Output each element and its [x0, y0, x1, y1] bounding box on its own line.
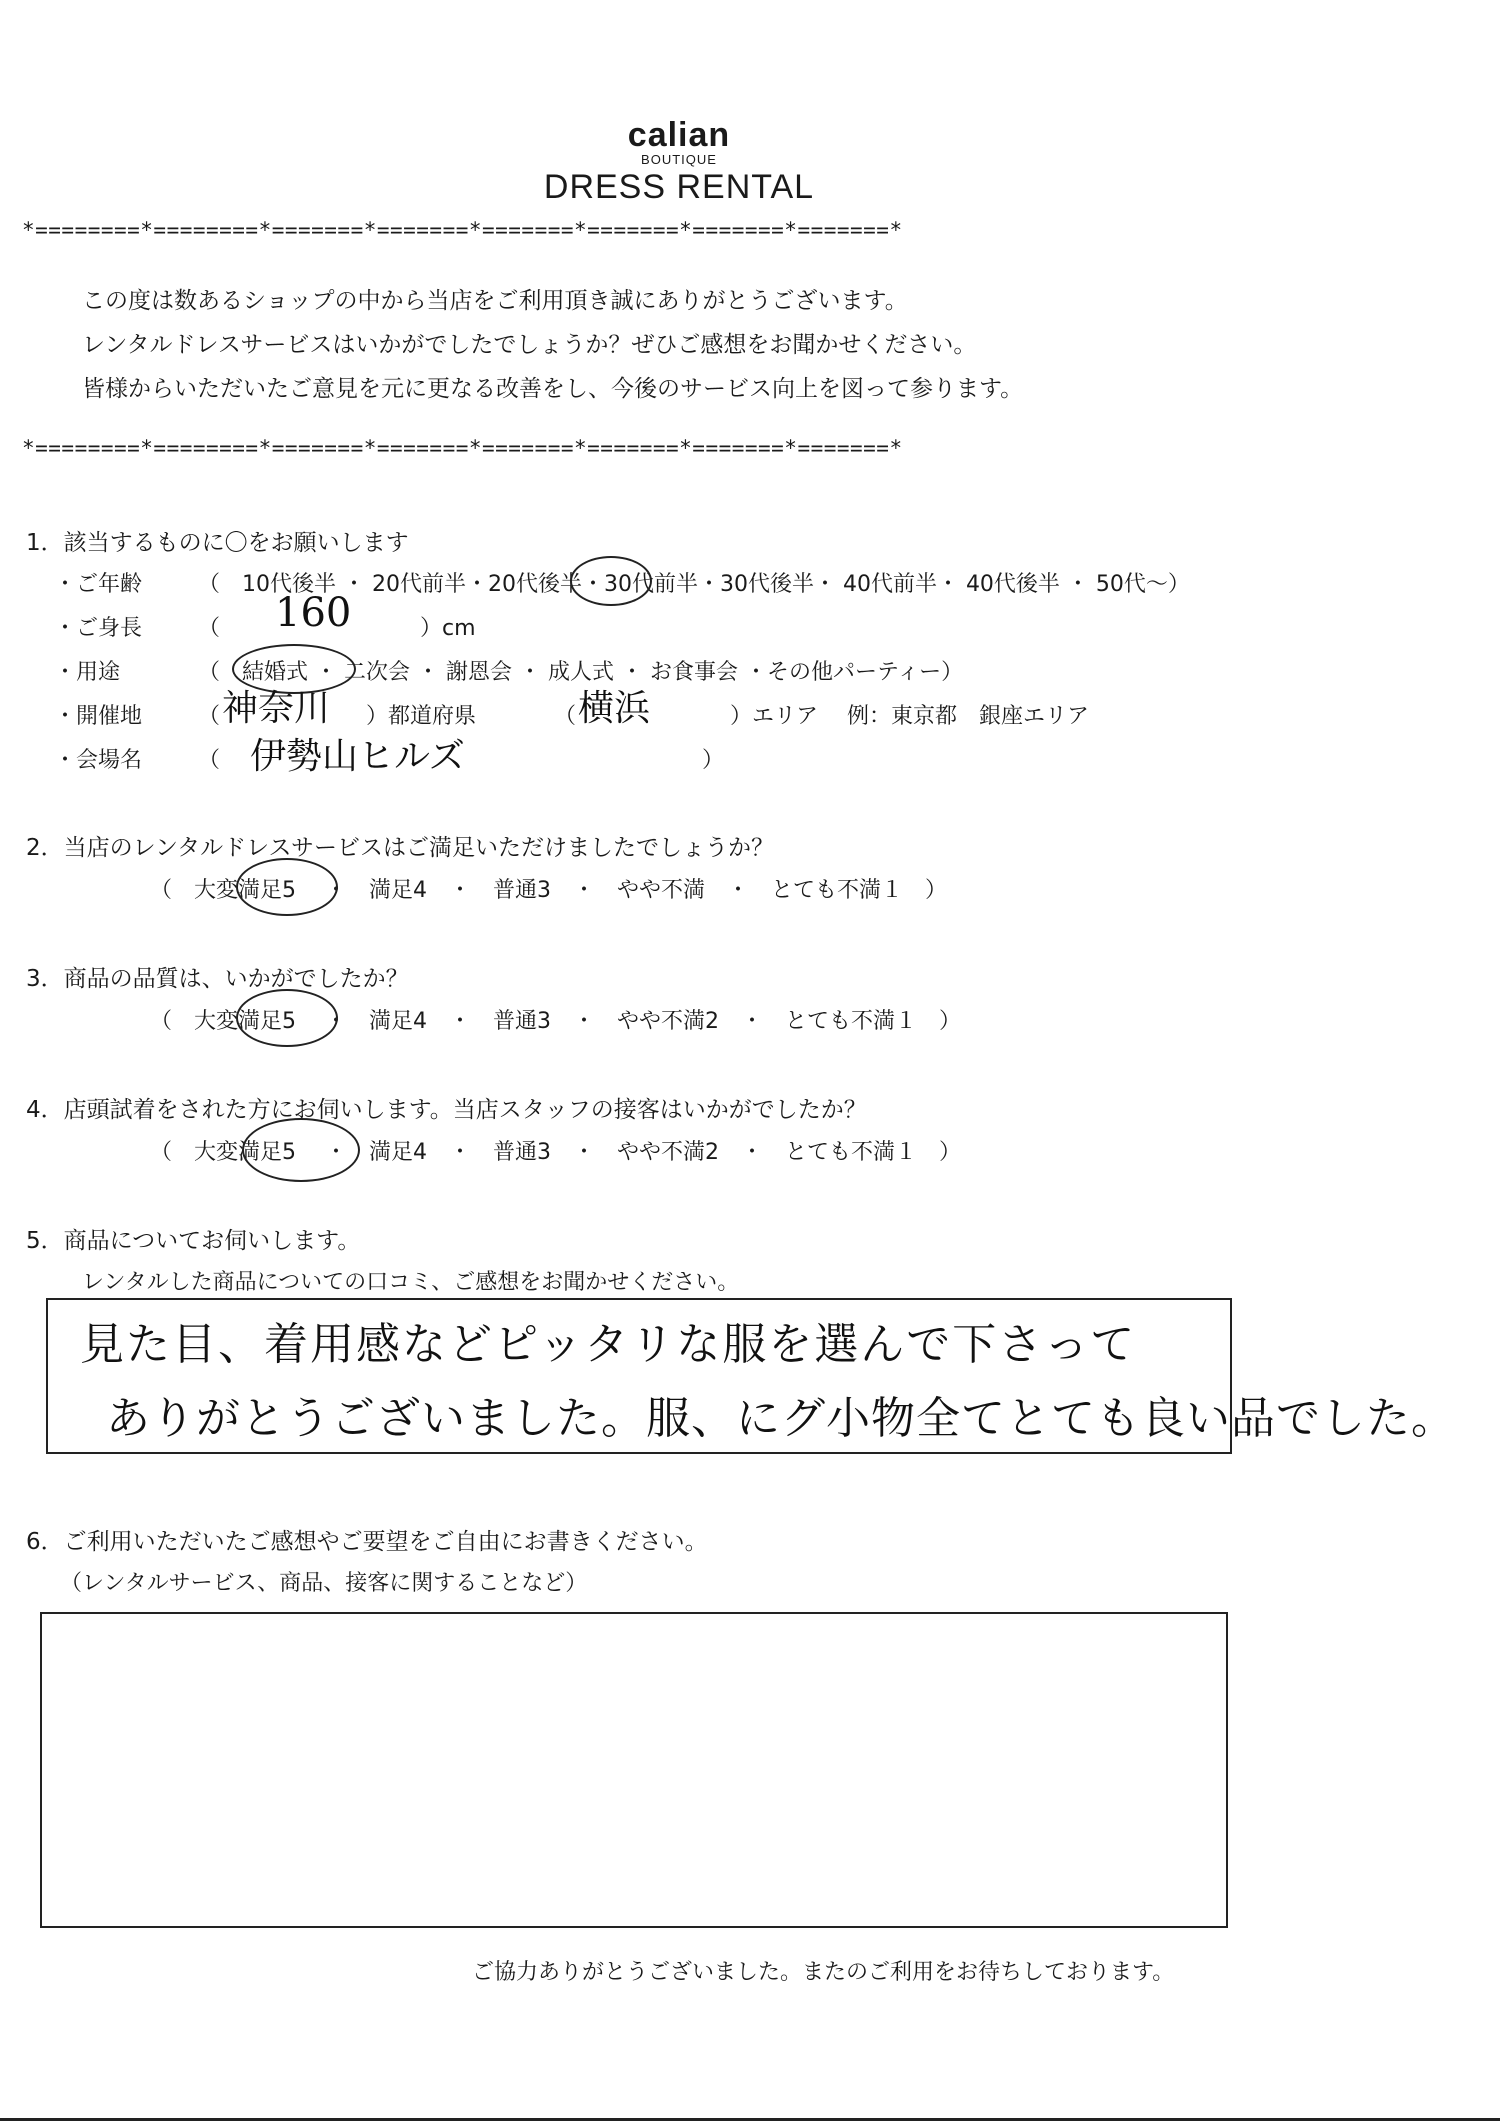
- height-value: 160: [275, 590, 352, 636]
- answer-circle: [236, 989, 338, 1047]
- page-title: DRESS RENTAL: [543, 168, 815, 206]
- purpose-options: （ 結婚式 ・ 二次会 ・ 謝恩会 ・ 成人式 ・ お食事会 ・その他パーティー）: [198, 660, 964, 685]
- answer-circle: [570, 556, 652, 606]
- age-label: ・ご年齢: [54, 572, 143, 597]
- separator-bottom: *========*========*=======*=======*=======*=======*=======*=======*: [22, 436, 903, 460]
- q2-title: 2．当店のレンタルドレスサービスはご満足いただけましたでしょうか？: [26, 835, 774, 861]
- q5-answer-line-2: ありがとうございました。服、にグ小物全てとても良い品でした。: [106, 1393, 1456, 1444]
- q6-answer-box[interactable]: [40, 1612, 1228, 1928]
- height-open: （: [198, 616, 221, 641]
- q4-title: 4．店頭試着をされた方にお伺いします。当店スタッフの接客はいかがでしたか？: [26, 1097, 867, 1123]
- intro-line-1: この度は数あるショップの中から当店をご利用頂き誠にありがとうございます。: [82, 288, 908, 314]
- age-options: （ 10代後半 ・ 20代前半・20代後半・30代前半・30代後半・ 40代前半・ 40代後半 ・ 50代〜）: [198, 572, 1190, 597]
- prefecture-value: 神奈川: [222, 688, 331, 729]
- answer-circle: [242, 1118, 360, 1182]
- intro-line-3: 皆様からいただいたご意見を元に更なる改善をし、今後のサービス向上を図って参ります。: [82, 376, 1024, 402]
- area-open: （: [554, 704, 577, 729]
- hall-value: 伊勢山ヒルズ: [250, 736, 465, 777]
- answer-circle: [236, 858, 338, 916]
- q5-title: 5．商品についてお伺いします。: [26, 1228, 361, 1254]
- hall-open: （: [198, 748, 221, 773]
- q3-title: 3．商品の品質は、いかがでしたか？: [26, 966, 409, 992]
- purpose-label: ・用途: [54, 660, 121, 685]
- separator-top: *========*========*=======*=======*=======*=======*=======*=======*: [22, 218, 903, 242]
- q5-prompt: レンタルした商品についての口コミ、ご感想をお聞かせください。: [82, 1270, 740, 1295]
- intro-line-2: レンタルドレスサービスはいかがでしたでしょうか？ぜひご感想をお聞かせください。: [82, 332, 977, 358]
- footer-thanks: ご協力ありがとうございました。またのご利用をお待ちしております。: [472, 1960, 1175, 1985]
- bottom-divider: [0, 2118, 1500, 2121]
- hall-close: ）: [702, 748, 725, 773]
- brand-subtitle: BOUTIQUE: [641, 152, 717, 167]
- q4-options: （ 大変満足5 ・ 満足4 ・ 普通3 ・ やや不満2 ・ とても不満１ ）: [150, 1140, 961, 1165]
- hall-label: ・会場名: [54, 748, 143, 773]
- q3-options: （ 大変満足5 ・ 満足4 ・ 普通3 ・ やや不満2 ・ とても不満１ ）: [150, 1009, 961, 1034]
- q6-title: 6．ご利用いただいたご感想やご要望をご自由にお書きください。: [26, 1529, 708, 1555]
- venue-open: （: [198, 704, 221, 729]
- q2-options: （ 大変満足5 ・ 満足4 ・ 普通3 ・ やや不満 ・ とても不満１ ）: [150, 878, 947, 903]
- q6-prompt: （レンタルサービス、商品、接客に関することなど）: [60, 1571, 588, 1596]
- q5-answer-line-1: 見た目、着用感などピッタリな服を選んで下さって: [80, 1319, 1137, 1370]
- height-unit: ）cm: [420, 616, 476, 641]
- prefecture-suffix: ）都道府県: [366, 704, 477, 729]
- area-value: 横浜: [578, 688, 651, 729]
- q1-title: 1．該当するものに〇をお願いします: [26, 530, 409, 556]
- area-suffix: ）エリア 例：東京都 銀座エリア: [730, 704, 1089, 729]
- brand-logo: calian: [627, 116, 731, 154]
- height-label: ・ご身長: [54, 616, 143, 641]
- venue-label: ・開催地: [54, 704, 143, 729]
